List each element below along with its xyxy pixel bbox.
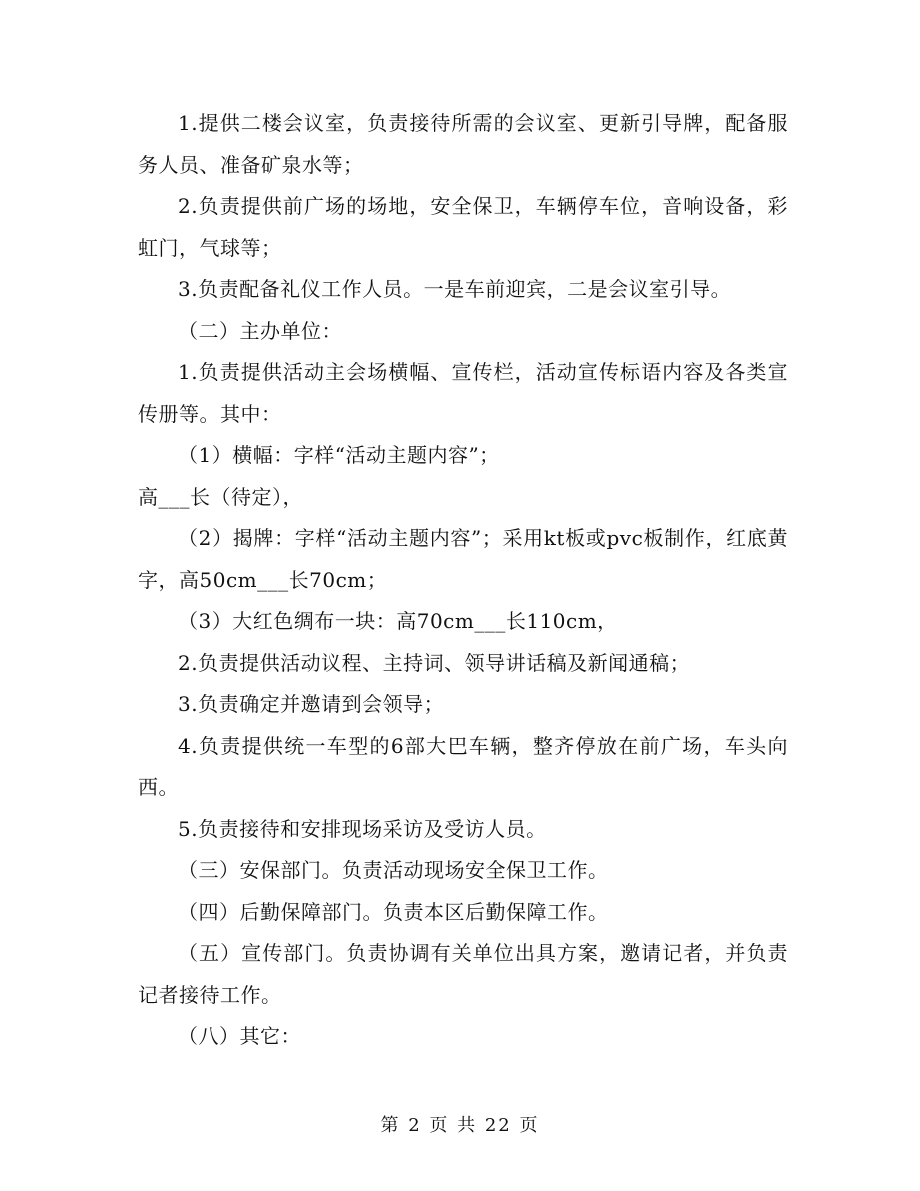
- paragraph-13: 5.负责接待和安排现场采访及受访人员。: [178, 816, 547, 841]
- section-heading-other: （八）其它：: [178, 1024, 301, 1048]
- paragraph-3: 3.负责配备礼仪工作人员。一是车前迎宾，二是会议室引导。: [178, 277, 732, 301]
- paragraph-7: 高___长（待定），: [138, 484, 303, 509]
- paragraph-2: 2.负责提供前广场的场地，安全保卫，车辆停车位，音响设备，彩虹门，气球等；: [138, 194, 788, 260]
- page-footer: [0, 1111, 920, 1137]
- section-heading-publicity: （五）宣传部门。负责协调有关单位出具方案，邀请记者，并负责记者接待工作。: [138, 941, 788, 1007]
- paragraph-12: 4.负责提供统一车型的6部大巴车辆，整齐停放在前广场，车头向西。: [138, 733, 788, 799]
- paragraph-8: （2）揭牌：字样“活动主题内容”；采用kt板或pvc板制作，红底黄字，高50cm___长70cm；: [138, 526, 788, 592]
- paragraph-10: 2.负责提供活动议程、主持词、领导讲话稿及新闻通稿；: [178, 650, 691, 675]
- paragraph-1: 1.提供二楼会议室，负责接待所需的会议室、更新引导牌，配备服务人员、准备矿泉水等；: [138, 111, 788, 177]
- paragraph-5: 1.负责提供活动主会场横幅、宣传栏，活动宣传标语内容及各类宣传册等。其中：: [138, 360, 788, 426]
- section-heading-organizer: （二）主办单位：: [178, 318, 342, 343]
- section-heading-security: （三）安保部门。负责活动现场安全保卫工作。: [178, 858, 609, 882]
- page-number-label: 第 2 页 共 22 页: [380, 1115, 540, 1136]
- document-body: [138, 103, 788, 1058]
- section-heading-logistics: （四）后勤保障部门。负责本区后勤保障工作。: [178, 899, 609, 924]
- paragraph-6: （1）横幅：字样“活动主题内容”；: [178, 443, 500, 467]
- paragraph-11: 3.负责确定并邀请到会领导；: [178, 692, 445, 716]
- paragraph-9: （3）大红色绸布一块：高70cm___长110cm，: [178, 609, 618, 633]
